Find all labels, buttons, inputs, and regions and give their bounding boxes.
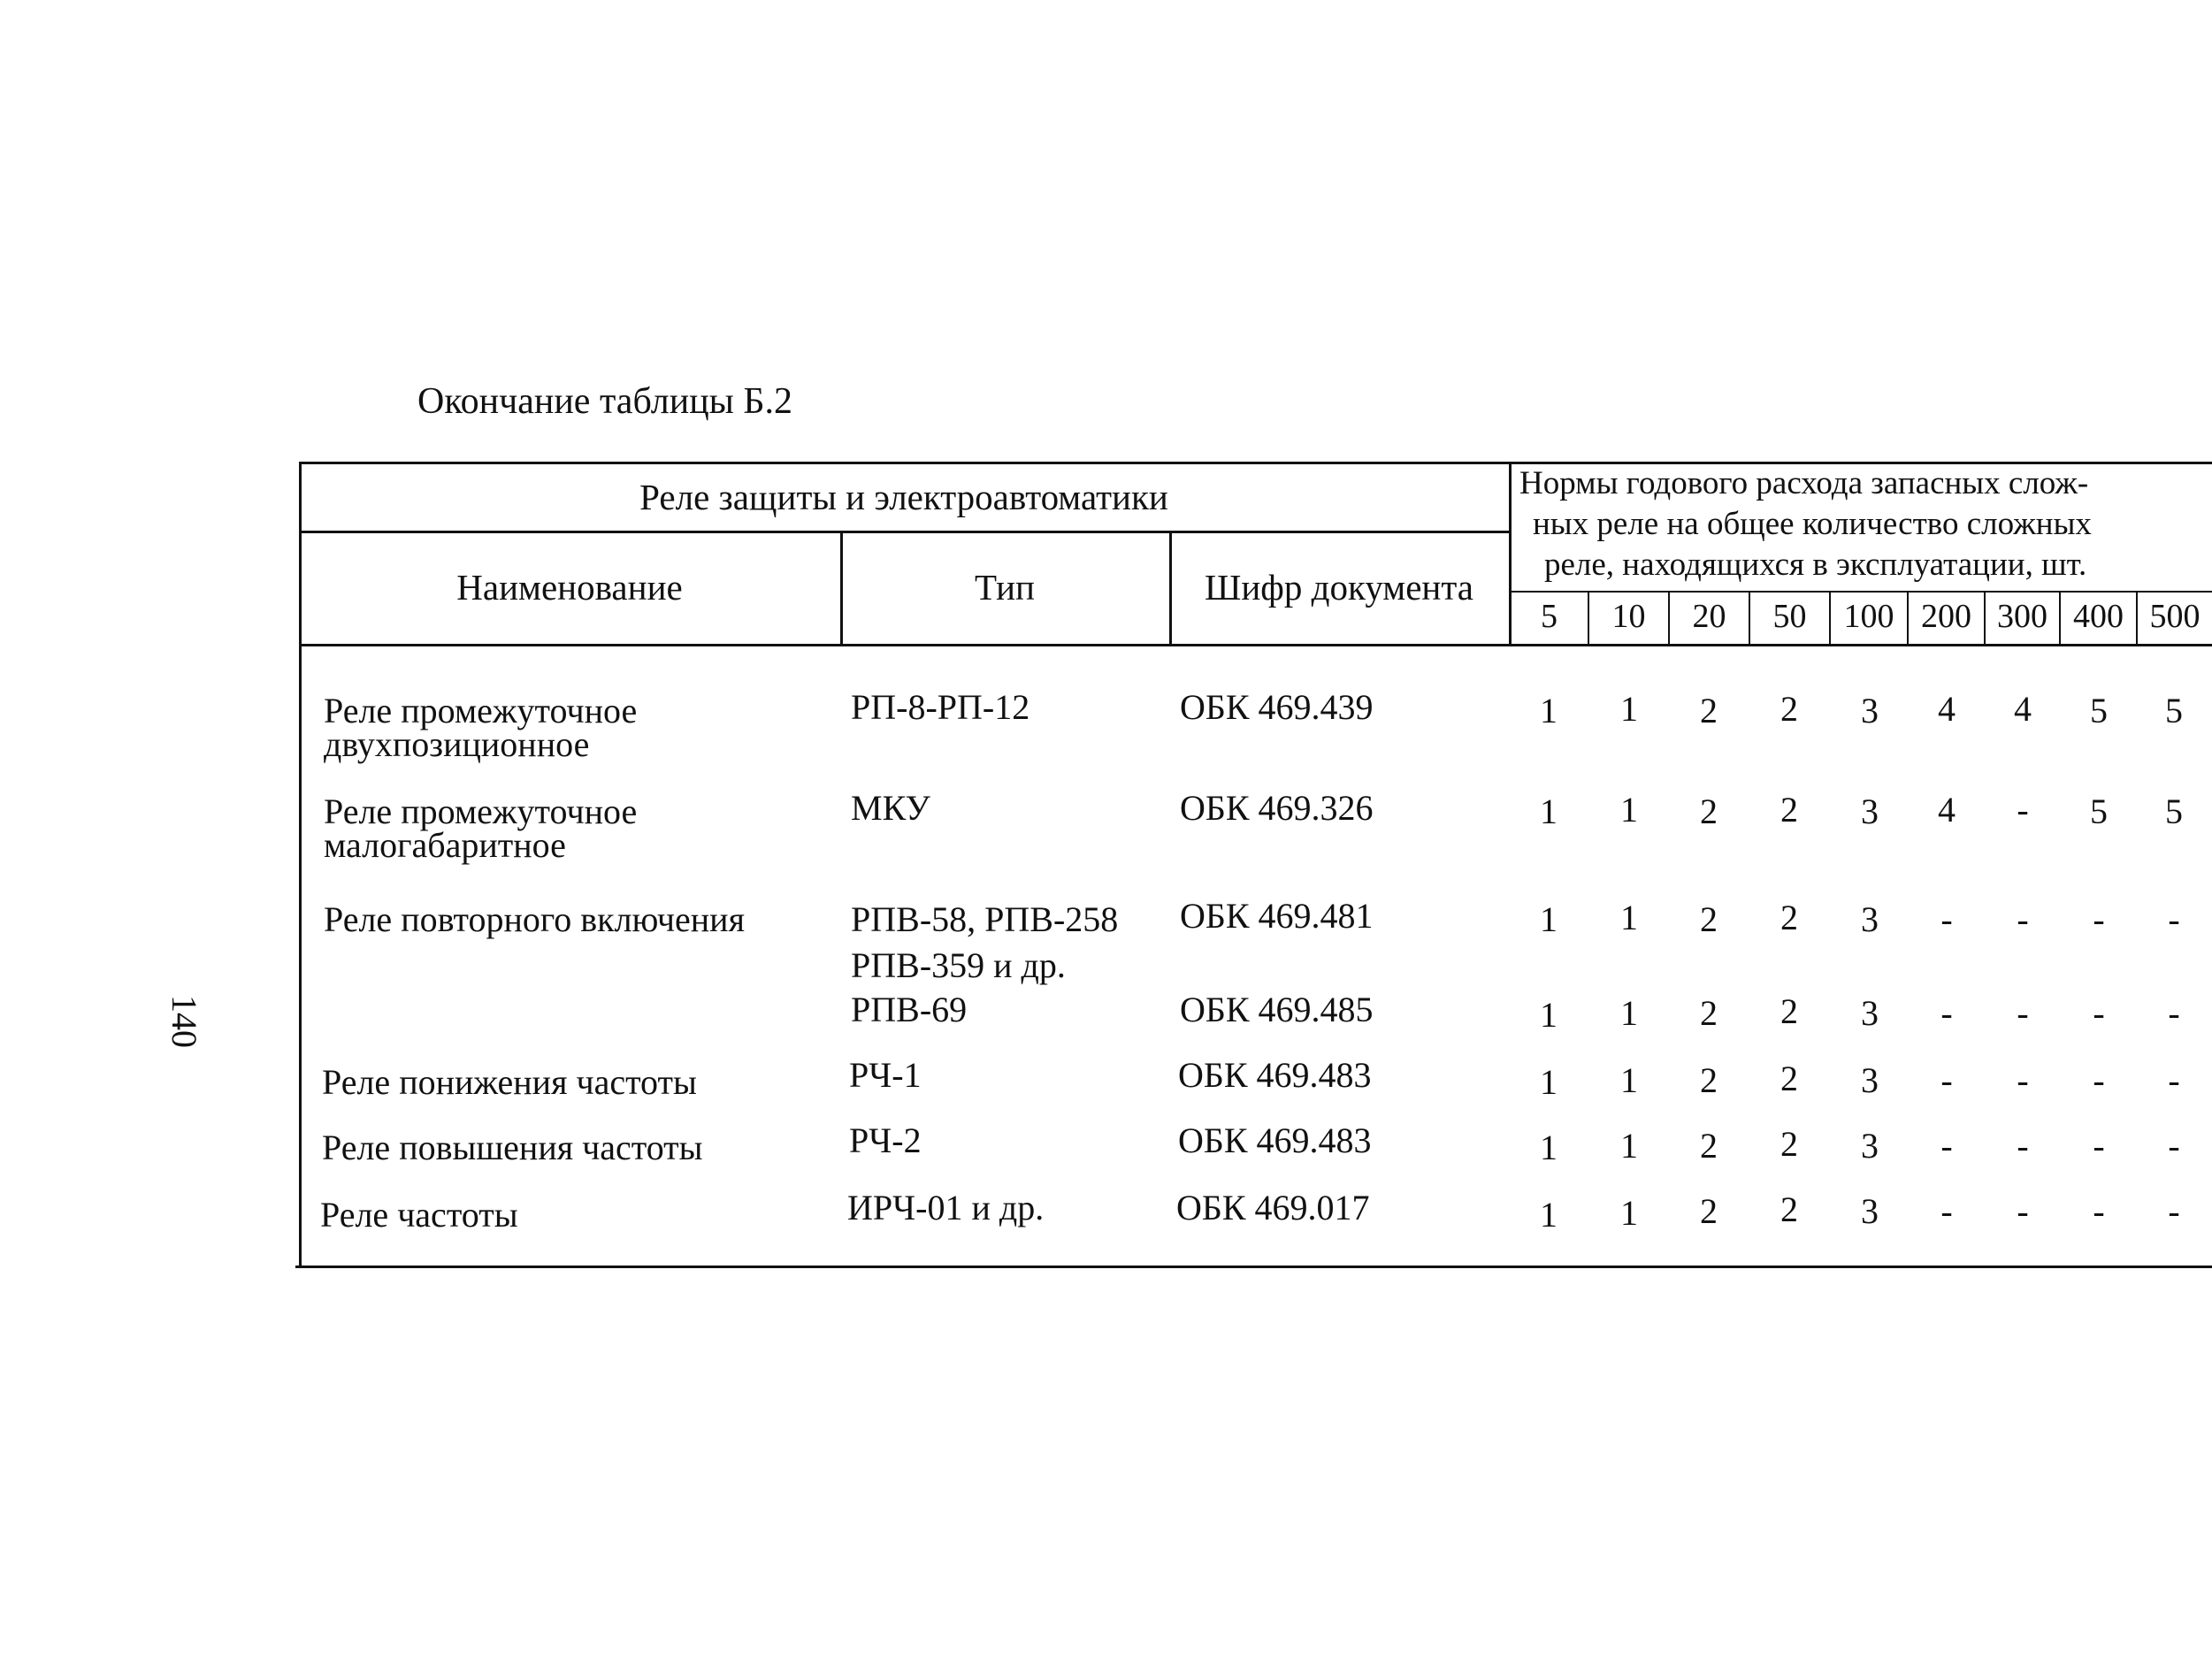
row-value: 2 (1700, 691, 1718, 730)
row-value: - (1940, 1060, 1953, 1100)
row-value: 1 (1540, 1128, 1558, 1167)
row-doc: ОБК 469.483 (1178, 1120, 1372, 1160)
quantity-label: 100 (1843, 598, 1894, 635)
row-value: 2 (1780, 1059, 1798, 1098)
row-value: 2 (1780, 790, 1798, 830)
group-header: Реле защиты и электроавтоматики (639, 477, 1168, 517)
row-value: - (2017, 1191, 2029, 1231)
row-value: - (2168, 899, 2180, 939)
row-value: - (1940, 899, 1953, 939)
row-value: - (2168, 1191, 2180, 1231)
row-value: - (2017, 790, 2029, 830)
row-value: 2 (1780, 689, 1798, 729)
row-value: 2 (1780, 991, 1798, 1031)
row-value: 4 (1938, 689, 1956, 729)
row-type: РЧ-1 (849, 1055, 922, 1095)
row-value: 3 (1861, 791, 1879, 831)
row-value: 3 (1861, 1191, 1879, 1231)
quantity-label: 300 (1997, 598, 2047, 635)
row-name: Реле понижения частоты (322, 1062, 697, 1102)
quantity-label: 400 (2073, 598, 2124, 635)
row-type: РЧ-2 (849, 1120, 922, 1160)
row-value: - (2093, 899, 2105, 939)
row-name: двухпозиционное (324, 724, 590, 764)
row-value: - (2017, 1060, 2029, 1100)
row-value: - (2093, 993, 2105, 1033)
row-value: 2 (1700, 791, 1718, 831)
row-type: РПВ-58, РПВ-258 (851, 899, 1119, 939)
norms-header-line: ных реле на общее количество сложных (1533, 506, 2092, 542)
row-value: 1 (1540, 995, 1558, 1035)
row-value: 2 (1700, 993, 1718, 1033)
row-value: 1 (1620, 993, 1638, 1033)
row-value: - (2093, 1191, 2105, 1231)
row-value: 2 (1700, 1191, 1718, 1231)
quantity-label: 5 (1541, 598, 1558, 635)
quantity-label: 500 (2149, 598, 2201, 635)
row-value: 1 (1620, 1126, 1638, 1166)
row-name: малогабаритное (324, 825, 566, 865)
row-value: 5 (2090, 791, 2108, 831)
relay-norms-table (299, 462, 2212, 1268)
row-value: 2 (1700, 1126, 1718, 1166)
row-value: 1 (1540, 791, 1558, 831)
row-type: РП-8-РП-12 (851, 687, 1030, 727)
row-value: - (2093, 1060, 2105, 1100)
row-doc: ОБК 469.017 (1176, 1188, 1370, 1227)
row-value: - (2168, 993, 2180, 1033)
norms-header-line: реле, находящихся в эксплуатации, шт. (1544, 547, 2087, 583)
row-value: 1 (1620, 898, 1638, 937)
row-value: - (1940, 993, 1953, 1033)
row-value: - (1940, 1191, 1953, 1231)
quantity-label: 10 (1611, 598, 1646, 635)
row-name: Реле повторного включения (324, 899, 745, 939)
row-value: 5 (2165, 791, 2183, 831)
row-value: 3 (1861, 993, 1879, 1033)
page-number: 140 (165, 995, 204, 1048)
quantity-label: 200 (1921, 598, 1971, 635)
row-value: - (2093, 1126, 2105, 1166)
row-name: Реле промежуточное (324, 791, 638, 831)
row-doc: ОБК 469.485 (1180, 990, 1374, 1029)
column-header-type: Тип (975, 567, 1035, 608)
row-value: 3 (1861, 1060, 1879, 1100)
row-name: Реле повышения частоты (322, 1128, 703, 1167)
row-value: 3 (1861, 1126, 1879, 1166)
row-doc: ОБК 469.439 (1180, 687, 1374, 727)
row-value: 2 (1780, 1189, 1798, 1229)
row-value: 1 (1540, 1062, 1558, 1102)
column-header-doc: Шифр документа (1205, 567, 1473, 608)
row-value: 1 (1620, 790, 1638, 830)
row-value: 3 (1861, 691, 1879, 730)
row-value: 2 (1700, 899, 1718, 939)
row-value: - (2017, 1126, 2029, 1166)
row-value: 1 (1620, 689, 1638, 729)
row-value: - (2017, 899, 2029, 939)
row-value: 2 (1780, 1124, 1798, 1164)
quantity-row-top-rule (1509, 591, 2212, 593)
row-type: РПВ-69 (851, 990, 968, 1029)
row-name: Реле частоты (320, 1195, 518, 1235)
row-value: 1 (1620, 1193, 1638, 1233)
quantity-label: 20 (1692, 598, 1726, 635)
row-value: 1 (1540, 691, 1558, 730)
row-value: 5 (2165, 691, 2183, 730)
quantity-label: 50 (1772, 598, 1807, 635)
table-caption: Окончание таблицы Б.2 (417, 381, 793, 422)
norms-header-line: Нормы годового расхода запасных слож- (1519, 465, 2089, 501)
row-value: 1 (1540, 1195, 1558, 1235)
row-doc: ОБК 469.481 (1180, 896, 1374, 936)
row-doc: ОБК 469.483 (1178, 1055, 1372, 1095)
row-name: Реле промежуточное (324, 691, 638, 730)
table-bottom-border (295, 1266, 2212, 1268)
row-value: 4 (1938, 790, 1956, 830)
row-value: 2 (1780, 898, 1798, 937)
row-value: 2 (1700, 1060, 1718, 1100)
row-type: ИРЧ-01 и др. (847, 1188, 1045, 1227)
row-value: 3 (1861, 899, 1879, 939)
column-header-name: Наименование (456, 567, 683, 608)
row-doc: ОБК 469.326 (1180, 788, 1374, 828)
row-type: РПВ-359 и др. (851, 945, 1066, 985)
row-value: - (2168, 1060, 2180, 1100)
row-type: МКУ (851, 788, 930, 828)
row-value: 5 (2090, 691, 2108, 730)
header-bottom-rule (299, 644, 2212, 646)
row-value: 1 (1620, 1060, 1638, 1100)
row-value: - (2017, 993, 2029, 1033)
group-header-underline (299, 531, 1511, 533)
row-value: 1 (1540, 899, 1558, 939)
row-value: - (1940, 1126, 1953, 1166)
row-value: 4 (2014, 689, 2032, 729)
row-value: - (2168, 1126, 2180, 1166)
